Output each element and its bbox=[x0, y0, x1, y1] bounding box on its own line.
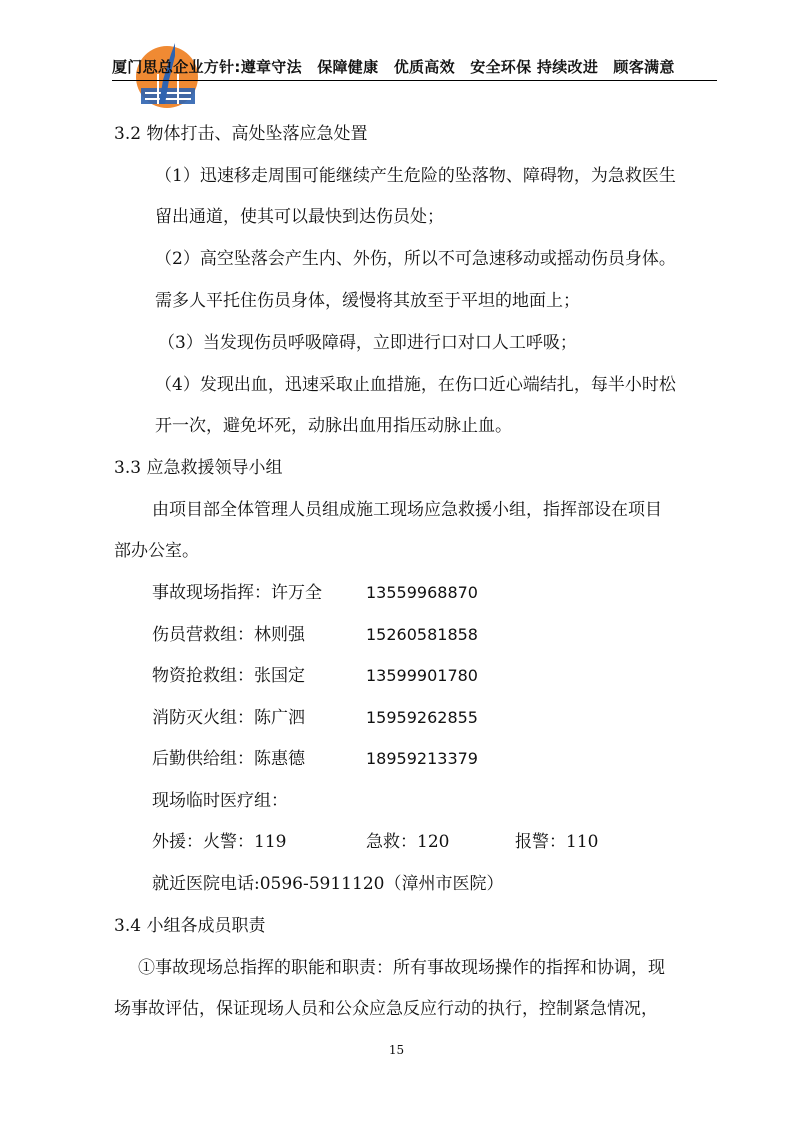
paragraph-line: （1）迅速移走周围可能继续产生危险的坠落物、障碍物，为急救医生 bbox=[155, 166, 676, 186]
paragraph-line: ①事故现场总指挥的职能和职责：所有事故现场操作的指挥和协调，现 bbox=[138, 958, 665, 978]
paragraph-line: 场事故评估，保证现场人员和公众应急反应行动的执行，控制紧急情况， bbox=[114, 999, 658, 1019]
paragraph-line: 开一次，避免坏死，动脉出血用指压动脉止血。 bbox=[155, 416, 512, 436]
paragraph-line: 由项目部全体管理人员组成施工现场应急救援小组，指挥部设在项目 bbox=[152, 500, 662, 520]
contact-phone: 13559968870 bbox=[366, 583, 478, 602]
contact-phone: 15959262855 bbox=[366, 708, 478, 727]
header-motto: 厦门思总企业方针:遵章守法 保障健康 优质高效 安全环保 持续改进 顾客满意 bbox=[112, 58, 675, 76]
contact-label: 后勤供给组：陈惠德 bbox=[152, 749, 305, 769]
contact-phone: 18959213379 bbox=[366, 749, 478, 768]
police-number: 报警：110 bbox=[515, 832, 599, 852]
medical-team-label: 现场临时医疗组： bbox=[152, 791, 288, 811]
section-3-4-heading: 3.4 小组各成员职责 bbox=[114, 916, 266, 936]
contact-label: 伤员营救组：林则强 bbox=[152, 625, 305, 645]
contact-label: 消防灭火组：陈广泗 bbox=[152, 708, 305, 728]
contact-phone: 13599901780 bbox=[366, 666, 478, 685]
contact-label: 事故现场指挥：许万全 bbox=[152, 583, 322, 603]
contact-phone: 15260581858 bbox=[366, 625, 478, 644]
header-divider bbox=[112, 80, 717, 81]
fire-number: 外援：火警：119 bbox=[152, 832, 287, 852]
paragraph-line: （2）高空坠落会产生内、外伤，所以不可急速移动或摇动伤员身体。 bbox=[155, 249, 676, 269]
paragraph-line: （3）当发现伤员呼吸障碍，立即进行口对口人工呼吸； bbox=[158, 333, 577, 353]
paragraph-line: 需多人平托住伤员身体，缓慢将其放至于平坦的地面上； bbox=[155, 291, 580, 311]
paragraph-line: 留出通道，使其可以最快到达伤员处； bbox=[155, 207, 444, 227]
paragraph-line: （4）发现出血，迅速采取止血措施，在伤口近心端结扎，每半小时松 bbox=[155, 375, 676, 395]
section-3-2-heading: 3.2 物体打击、高处坠落应急处置 bbox=[114, 124, 368, 144]
ambulance-number: 急救：120 bbox=[366, 832, 450, 852]
contact-label: 物资抢救组：张国定 bbox=[152, 666, 305, 686]
hospital-phone: 就近医院电话:0596-5911120（漳州市医院） bbox=[152, 874, 504, 894]
paragraph-line: 部办公室。 bbox=[114, 541, 199, 561]
section-3-3-heading: 3.3 应急救援领导小组 bbox=[114, 458, 283, 478]
page-number: 15 bbox=[388, 1043, 405, 1057]
